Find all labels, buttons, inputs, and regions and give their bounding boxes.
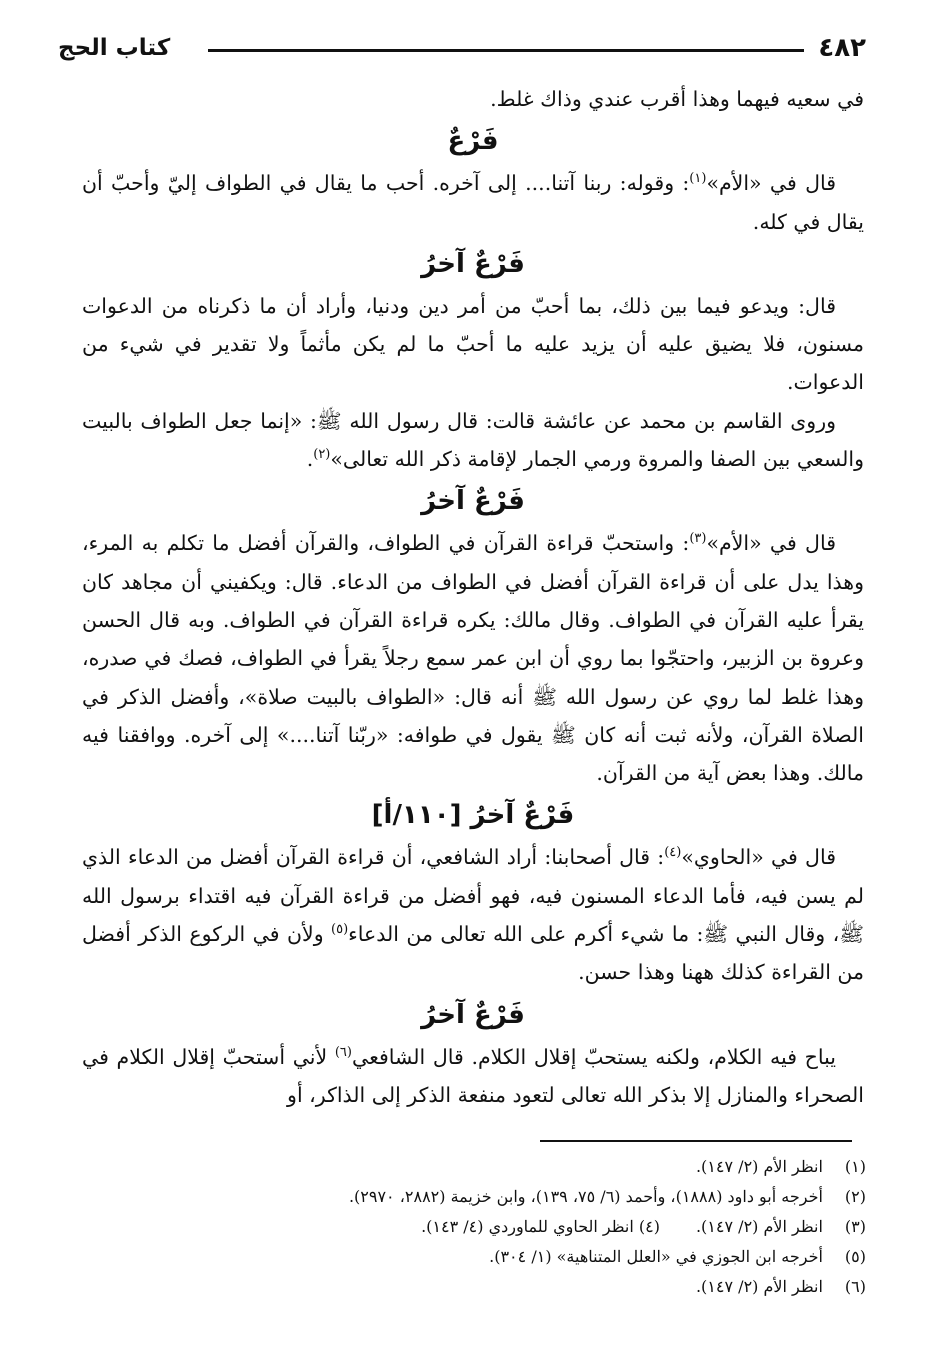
footnote-ref-5: (٥): [331, 922, 349, 938]
paragraph-1: قال في «الأم»$^{(١)}$: وقوله: ربنا آتنا.... إلى آخره. أحب ما يقال في الطواف إليّ وأحبّ أن يقال في كله.: [82, 171, 864, 234]
footnotes: [82, 1152, 866, 1302]
section-heading-5: فَرْعٌ آخرُ: [421, 999, 525, 1030]
footnote-ref-1: (١): [689, 171, 707, 187]
footnote-1: (١) انظر الأم (٢/ ١٤٧).: [695, 1157, 866, 1176]
paragraph-5: قال في «الحاوي»$^{(٤)}$: قال أصحابنا: أراد الشافعي، أن قراءة القرآن أفضل من الدعاء الذي لم يسن فيه، فأما الدعاء المسنون فيه، فهو أفضل من قراءة القرآن فيه اقتداء برسول الله ﷺ، وقال النبي ﷺ: ما شيء أكرم على الله تعالى من الدعاء$^{(٥)}$ ولأن في الركوع الذكر أفضل من القراءة كذلك ههنا وهذا حسن.: [82, 845, 864, 985]
footnote-separator: [540, 1140, 852, 1142]
paragraph-3: وروى القاسم بن محمد عن عائشة قالت: قال رسول الله ﷺ: «إنما جعل الطواف بالبيت والسعي بين الصفا والمروة ورمي الجمار لإقامة ذكر الله تعالى»$^{(٢)}$.: [82, 408, 864, 472]
page-header: [58, 30, 866, 70]
footnote-2: (٢) أخرجه أبو داود (١٨٨٨)، وأحمد (٦/ ٧٥، ١٣٩)، وابن خزيمة (٢٨٨٢، ٢٩٧٠).: [348, 1187, 866, 1206]
footnote-ref-3: (٣): [689, 531, 707, 547]
paragraph-2: قال: ويدعو فيما بين ذلك، بما أحبّ من أمر دين ودنيا، وأراد أن ما ذكرناه من الدعوات مسنون، فلا يضيق عليه أن يزيد عليه ما أحبّ ما لم يكن مأثماً ولا تقدير في شيء من الدعوات.: [82, 293, 864, 395]
footnote-6: (٦) انظر الأم (٢/ ١٤٧).: [695, 1277, 866, 1296]
paragraph-4: قال في «الأم»$^{(٣)}$: واستحبّ قراءة القرآن في الطواف، والقرآن أفضل ما تكلم به المرء، وهذا يدل على أن قراءة القرآن أفضل في الطواف من الدعاء. قال: ويكفيني أن مجاهد كان يقرأ عليه القرآن في الطواف. وقال مالك: يكره قراءة القرآن في الطواف. وبه قال الحسن وعروة بن الزبير، واحتجّوا بما روي أن ابن عمر سمع رجلاً يقرأ في الطواف، فصك في صدره، وهذا غلط لما روي عن رسول الله ﷺ أنه قال: «الطواف بالبيت صلاة»، وأفضل الذكر في الصلاة القرآن، ولأنه ثبت أنه كان ﷺ يقول في طوافه: «ربّنا آتنا....» إلى آخره. ووافقنا فيه مالك. وهذا بعض آية من القرآن.: [82, 531, 864, 786]
paragraph-0: في سعيه فيهما وهذا أقرب عندي وذاك غلط.: [490, 87, 864, 111]
book-title: كتاب الحج: [58, 35, 171, 61]
page-number: ٤٨٢: [818, 33, 866, 63]
section-heading-3: فَرْعٌ آخرُ: [421, 486, 525, 517]
footnote-ref-4: (٤): [664, 845, 682, 861]
footnote-ref-2: (٢): [313, 447, 331, 463]
footnote-3-4: (٣) انظر الأم (٢/ ١٤٧).(٤) انظر الحاوي للماوردي (٤/ ١٤٣).: [421, 1217, 866, 1236]
paragraph-6: يباح فيه الكلام، ولكنه يستحبّ إقلال الكلام. قال الشافعي$^{(٦)}$ لأني أستحبّ إقلال الكلام في الصحراء والمنازل إلا بذكر الله تعالى لتعود منفعة الذكر إلى الذاكر، أو: [82, 1044, 864, 1107]
main-text: [82, 80, 864, 1114]
section-heading-2: فَرْعٌ آخرُ: [421, 248, 525, 279]
section-heading-1: فَرْعٌ: [447, 126, 499, 157]
footnote-5: (٥) أخرجه ابن الجوزي في «العلل المتناهية» (١/ ٣٠٤).: [489, 1247, 866, 1266]
section-heading-4: فَرْعٌ آخرُ [١١٠/أ]: [371, 800, 575, 831]
footnote-ref-6: (٦): [334, 1044, 352, 1060]
header-rule: [208, 49, 804, 52]
